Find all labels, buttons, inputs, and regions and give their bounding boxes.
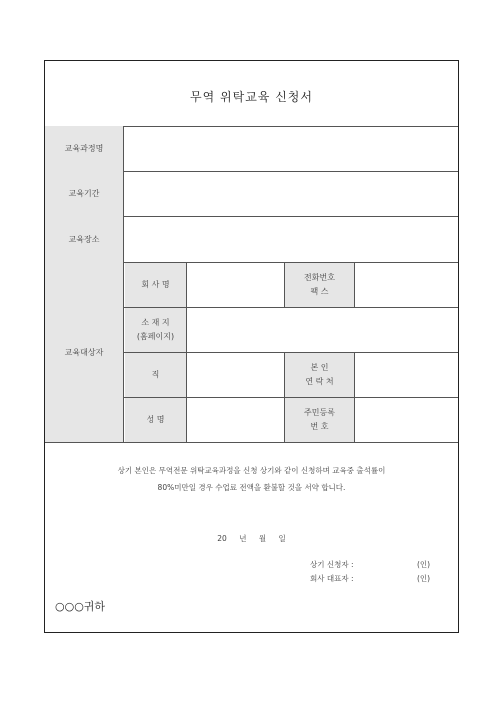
period-label: 교육기간 <box>45 171 124 216</box>
pledge-text: 상기 본인은 무역전문 위탁교육과정을 신청 상기와 같이 신청하며 교육중 출석률이 80%미만일 경우 수업료 전액을 환불할 것을 서약 합니다. <box>117 466 386 492</box>
applicant-label: 상기 신청자 : <box>310 560 354 569</box>
representative-seal: (인) <box>417 574 431 583</box>
addressee: ○○○귀하 <box>55 600 106 613</box>
application-form <box>44 60 459 633</box>
divider <box>45 442 458 443</box>
position-field[interactable] <box>187 353 284 397</box>
representative-label: 회사 대표자 : <box>310 574 354 583</box>
contact-label: 본 인 연 락 처 <box>285 353 354 397</box>
contact-field[interactable] <box>355 353 458 397</box>
period-field[interactable] <box>124 171 458 216</box>
resident-number-field[interactable] <box>355 398 458 442</box>
course-name-field[interactable] <box>124 126 458 171</box>
form-title: 무역 위탁교육 신청서 <box>190 90 313 104</box>
phone-fax-label: 전화번호 팩 스 <box>285 263 354 307</box>
venue-field[interactable] <box>124 216 458 262</box>
venue-label: 교육장소 <box>45 216 124 262</box>
resident-number-label: 주민등록 번 호 <box>285 398 354 442</box>
date-line: 20 년 월 일 <box>217 534 286 543</box>
address-field[interactable] <box>187 308 458 352</box>
course-name-label: 교육과정명 <box>45 126 124 171</box>
name-label: 성 명 <box>125 398 186 442</box>
company-label: 회 사 명 <box>125 263 186 307</box>
name-field[interactable] <box>187 398 284 442</box>
phone-fax-field[interactable] <box>355 263 458 307</box>
address-label: 소 재 지 (홈페이지) <box>125 308 186 352</box>
applicant-seal: (인) <box>417 560 431 569</box>
target-label: 교육대상자 <box>45 262 124 442</box>
position-label: 직 <box>125 353 186 397</box>
company-field[interactable] <box>187 263 284 307</box>
